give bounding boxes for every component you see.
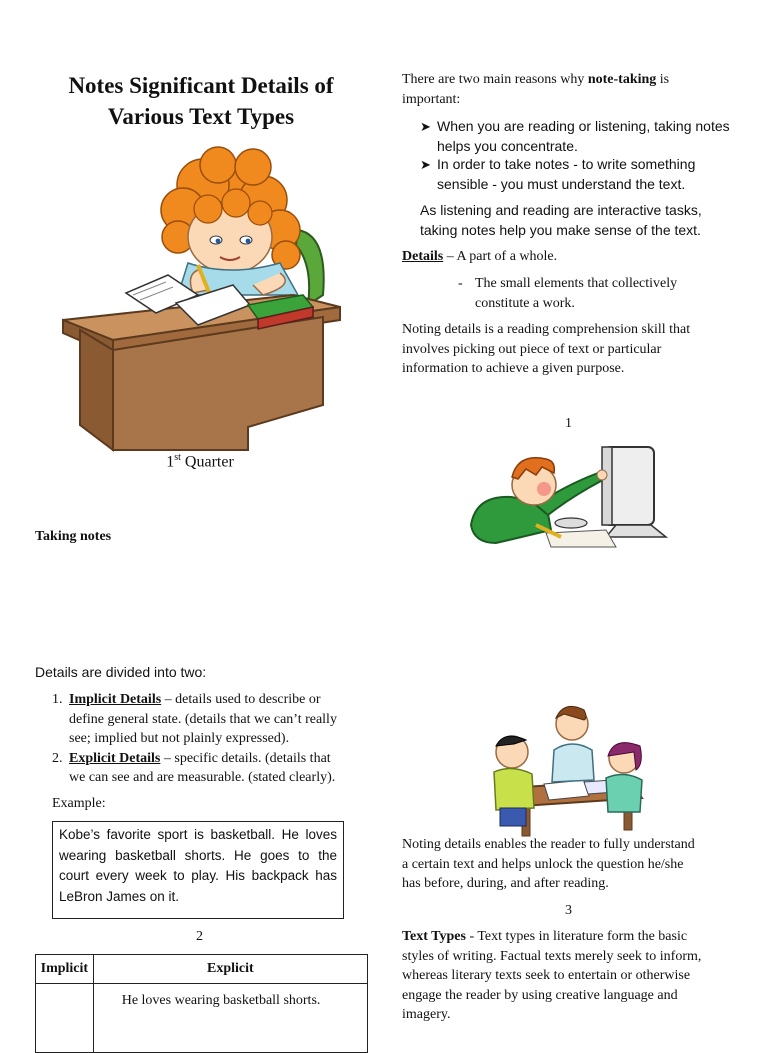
table-row [36,984,368,1053]
list-item [420,117,760,156]
children-reading-illustration [484,700,654,840]
details-divided-text: Details are divided into two: [35,664,207,680]
details-definition [402,247,557,267]
intro-pre: There are two main reasons why [402,72,588,87]
text-types-line1: - Text types in literature form the basic [465,929,688,944]
reader-line3: has before, during, and after reading. [402,876,609,891]
details-subpoint [458,274,738,313]
noting-line1: Noting details is a reading comprehension skill that [402,322,691,337]
page-number-2: 2 [196,929,203,944]
noting-details-paragraph [402,320,752,379]
girl-writing-at-desk-illustration [58,145,343,455]
text-types-line5: imagery. [402,1007,451,1022]
example-label: Example: [52,796,106,811]
bullet-1-line2: helps you concentrate. [437,137,578,154]
details-term: Details [402,249,444,264]
interactive-line2: taking notes help you make sense of the text. [420,221,701,238]
arrow-bullet-icon: ➤ [420,119,431,134]
list-number: 1. [52,692,63,707]
noting-reader-paragraph [402,835,752,894]
interactive-line1: As listening and reading are interactive tasks, [420,202,702,218]
bullet-2-line1: In order to take notes - to write something [437,156,696,172]
page-number-1: 1 [565,416,572,431]
reader-line2: a certain text and helps unlock the question he/she [402,856,684,872]
bullet-1-line1: When you are reading or listening, taking notes [437,118,730,134]
details-sub-line1: The small elements that collectively [475,276,678,291]
page-number-3: 3 [565,903,572,918]
example-box: Kobe’s favorite sport is basketball. He loves wearing basketball shorts. He goes to the court every week to play. His backpack has LeBron James on it. [52,821,344,919]
details-sub-line2: constitute a work. [475,295,575,311]
list-item [52,749,372,788]
text-types-line3: whereas literary texts seek to entertain or otherwise [402,968,691,983]
boy-at-computer-illustration [466,445,676,550]
explicit-def-line1: – specific details. (details that [160,750,331,766]
text-types-line4: engage the reader by using creative language and [402,987,678,1003]
quarter-word: Quarter [184,453,234,471]
implicit-explicit-table [35,954,368,1053]
page-title [36,70,366,132]
list-item [52,690,372,749]
explicit-term: Explicit Details [69,750,161,766]
quarter-label [120,452,280,471]
implicit-def-line1: – details used to describe or [161,692,321,707]
list-number: 2. [52,750,63,766]
details-list [52,690,372,788]
intro-bold: note-taking [587,72,657,87]
implicit-term: Implicit Details [69,692,162,707]
arrow-bullet-icon: ➤ [420,157,431,172]
noting-line3: information to achieve a given purpose. [402,361,625,376]
bullet-2-line2: sensible - you must understand the text. [437,175,686,192]
implicit-def-line2: define general state. (details that we can’t really [69,711,337,727]
quarter-superscript: st [174,452,181,463]
interactive-tasks-text [420,201,750,240]
text-types-paragraph [402,927,752,1025]
table-cell-implicit [36,984,94,1053]
note-taking-intro [402,70,742,109]
reader-line1: Noting details enables the reader to fully understand [402,837,695,852]
title-line-2: Various Text Types [107,104,295,129]
details-def: – A part of a whole. [443,249,558,264]
list-item [420,155,760,194]
quarter-number: 1 [166,453,175,471]
table-cell-explicit: He loves wearing basketball shorts. [93,984,367,1053]
table-header-implicit: Implicit [36,955,94,984]
taking-notes-heading: Taking notes [35,529,112,544]
dash-bullet: - [458,276,463,291]
intro-line2: important: [402,91,461,107]
implicit-def-line3: see; implied but not plainly expressed). [69,731,290,746]
text-types-line2: styles of writing. Factual texts merely seek to inform, [402,948,702,964]
table-header-explicit: Explicit [93,955,367,984]
title-line-1: Notes Significant Details of [68,73,334,98]
intro-post: is [656,72,670,87]
noting-line2: involves picking out piece of text or particular [402,341,662,357]
explicit-def-line2: we can see and are measurable. (stated clearly). [69,770,336,785]
text-types-term: Text Types [402,929,466,944]
table-header-row [36,955,368,984]
